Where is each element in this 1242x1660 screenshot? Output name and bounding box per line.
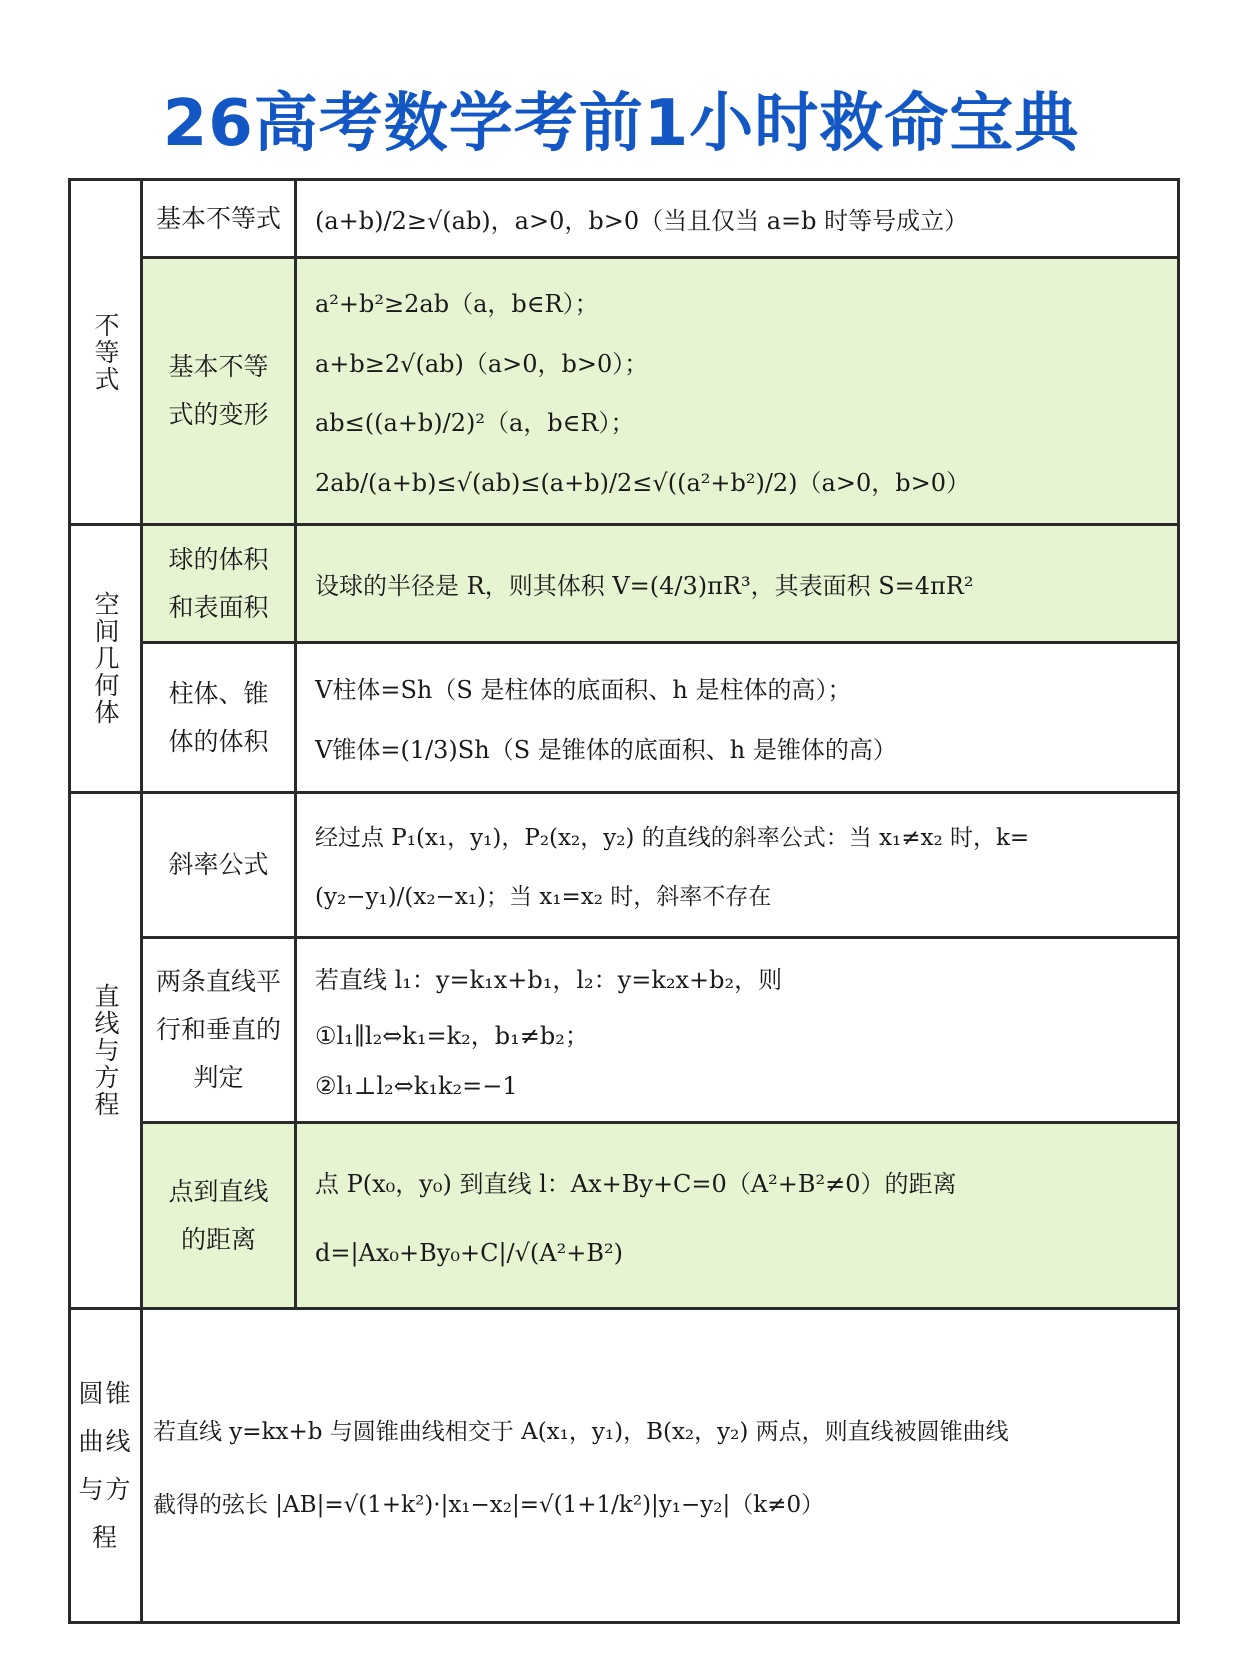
row-name: 球的体积和表面积 (143, 526, 297, 641)
category-lines (71, 794, 143, 1310)
row-name: 两条直线平行和垂直的判定 (143, 939, 297, 1121)
row-content (143, 1310, 1177, 1621)
row-name: 基本不等式 (143, 181, 297, 256)
row-sphere (143, 526, 1177, 644)
row-content (297, 644, 1177, 791)
formula-line: (y₂−y₁)/(x₂−x₁)；当 x₁=x₂ 时，斜率不存在 (315, 883, 772, 910)
formula-line: a+b≥2√(ab)（a>0，b>0）； (315, 349, 649, 378)
category-solid-geometry (71, 526, 143, 794)
row-chord-length (143, 1310, 1177, 1621)
formula-line: 点 P(x₀，y₀) 到直线 l：Ax+By+C=0（A²+B²≠0）的距离 (315, 1170, 957, 1198)
row-content (297, 939, 1177, 1121)
row-content (297, 794, 1177, 936)
row-content (297, 259, 1177, 523)
formula-line: V锥体=(1/3)Sh（S 是锥体的底面积、h 是锥体的高） (315, 736, 897, 765)
formula-line: ①l₁∥l₂⇔k₁=k₂，b₁≠b₂； (315, 1022, 589, 1050)
category-label: 圆锥曲线与方程 (78, 1378, 133, 1552)
formula-line: 2ab/(a+b)≤√(ab)≤(a+b)/2≤√((a²+b²)/2)（a>0，b>0） (315, 469, 970, 498)
row-name: 柱体、锥体的体积 (143, 644, 297, 791)
formula-line: V柱体=Sh（S 是柱体的底面积、h 是柱体的高）； (315, 675, 852, 704)
row-name: 基本不等式的变形 (143, 259, 297, 523)
row-content (297, 181, 1177, 256)
category-inequality (71, 181, 143, 526)
row-slope (143, 794, 1177, 939)
formula-line: a²+b²≥2ab（a，b∈R）； (315, 289, 599, 318)
row-content (297, 1124, 1177, 1307)
row-content (297, 526, 1177, 641)
formula-line: 若直线 l₁：y=k₁x+b₁，l₂：y=k₂x+b₂，则 (315, 966, 783, 994)
row-name: 点到直线的距离 (143, 1124, 297, 1307)
category-label: 不等式 (91, 311, 120, 393)
category-label: 直线与方程 (91, 983, 120, 1118)
row-point-line-distance (143, 1124, 1177, 1310)
row-basic-inequality (143, 181, 1177, 259)
page-title: 26高考数学考前1小时救命宝典 (162, 87, 1080, 161)
row-inequality-variants (143, 259, 1177, 526)
category-conics (71, 1310, 143, 1621)
category-label: 空间几何体 (91, 591, 120, 726)
formula-line: 经过点 P₁(x₁，y₁)，P₂(x₂，y₂) 的直线的斜率公式：当 x₁≠x₂ 时，k= (315, 825, 1030, 852)
row-prism-pyramid (143, 644, 1177, 794)
formula-line: 设球的半径是 R，则其体积 V=(4/3)πR³，其表面积 S=4πR² (315, 572, 974, 600)
row-name: 斜率公式 (143, 794, 297, 936)
formula-line: ab≤((a+b)/2)²（a，b∈R）； (315, 409, 635, 438)
formula-table (68, 178, 1180, 1624)
row-parallel-perpendicular (143, 939, 1177, 1124)
formula-line: 截得的弦长 |AB|=√(1+k²)·|x₁−x₂|=√(1+1/k²)|y₁−y₂|（k≠0） (153, 1491, 825, 1518)
formula-line: (a+b)/2≥√(ab)，a>0，b>0（当且仅当 a=b 时等号成立） (315, 207, 969, 235)
formula-line: d=|Ax₀+By₀+C|/√(A²+B²) (315, 1239, 623, 1267)
formula-line: 若直线 y=kx+b 与圆锥曲线相交于 A(x₁，y₁)，B(x₂，y₂) 两点，则直线被圆锥曲线 (153, 1418, 1009, 1445)
formula-line: ②l₁⊥l₂⇔k₁k₂=−1 (315, 1072, 518, 1100)
